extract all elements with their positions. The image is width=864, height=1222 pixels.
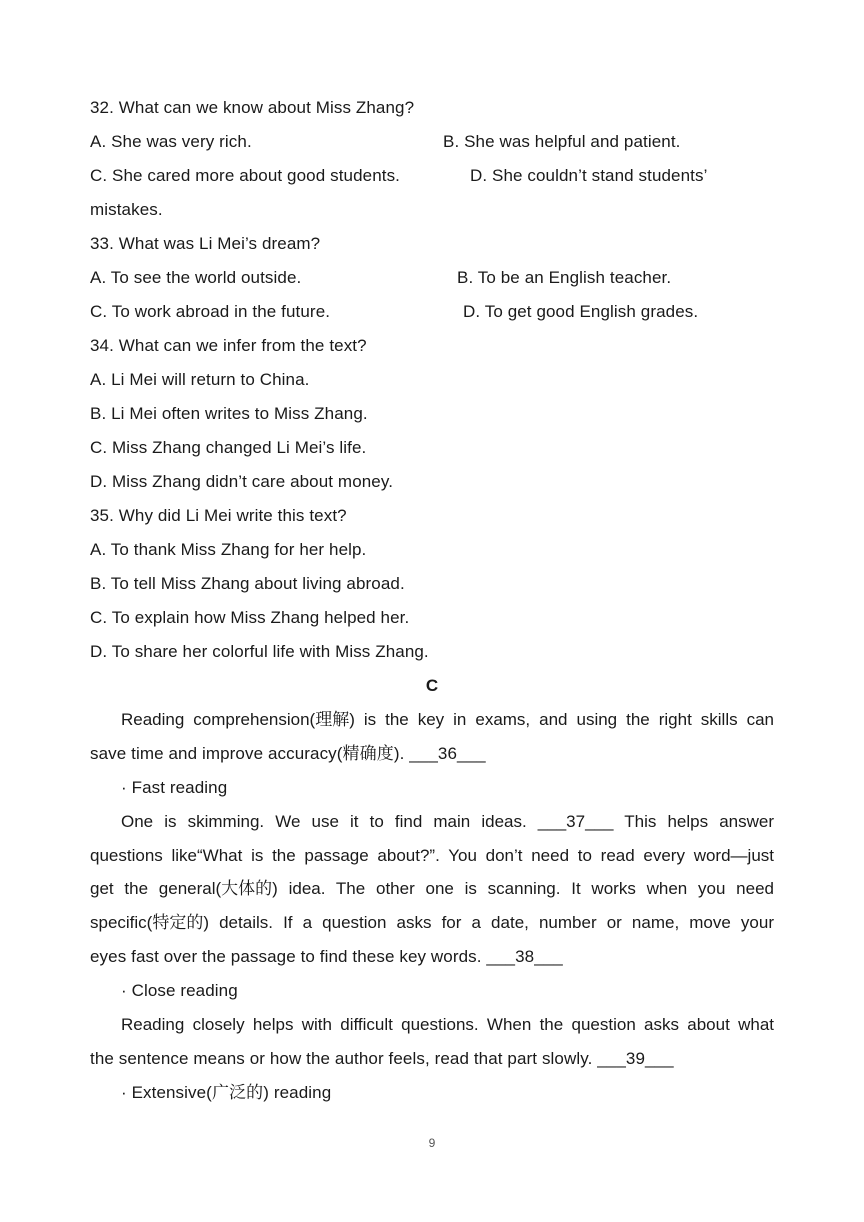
question-34-option-a: A. Li Mei will return to China. — [90, 370, 310, 389]
question-32-option-d: D. She couldn’t stand students’ — [470, 166, 708, 185]
paragraph-3-line-1: Reading closely helps with difficult questions. When the question asks about what — [121, 1015, 774, 1034]
question-32-option-a: A. She was very rich. — [90, 132, 252, 151]
question-33-option-b: B. To be an English teacher. — [457, 268, 672, 287]
paragraph-1-line-2: save time and improve accuracy(精确度). ___36___ — [90, 744, 486, 763]
question-34-option-b: B. Li Mei often writes to Miss Zhang. — [90, 404, 368, 423]
page-number: 9 — [428, 1136, 436, 1150]
paragraph-2-line-5: eyes fast over the passage to find these key words. ___38___ — [90, 947, 563, 966]
question-35-option-d: D. To share her colorful life with Miss Zhang. — [90, 642, 429, 661]
question-33-option-d: D. To get good English grades. — [463, 302, 699, 321]
section-c-heading: C — [425, 676, 439, 695]
question-34-stem: 34. What can we infer from the text? — [90, 336, 367, 355]
question-33-stem: 33. What was Li Mei’s dream? — [90, 234, 321, 253]
paragraph-2-line-4: specific(特定的) details. If a question asks for a date, number or name, move your — [90, 913, 774, 932]
question-34-option-d: D. Miss Zhang didn’t care about money. — [90, 472, 394, 491]
subheading-close-reading: · Close reading — [121, 981, 238, 1000]
paragraph-3-line-2: the sentence means or how the author feels, read that part slowly. ___39___ — [90, 1049, 674, 1068]
question-32-option-d-continued: mistakes. — [90, 200, 163, 219]
question-33-option-c: C. To work abroad in the future. — [90, 302, 331, 321]
question-32-stem: 32. What can we know about Miss Zhang? — [90, 98, 415, 117]
paragraph-1-line-1: Reading comprehension(理解) is the key in exams, and using the right skills can — [121, 710, 774, 729]
question-35-option-b: B. To tell Miss Zhang about living abroad. — [90, 574, 405, 593]
question-32-option-b: B. She was helpful and patient. — [443, 132, 681, 151]
question-35-option-c: C. To explain how Miss Zhang helped her. — [90, 608, 410, 627]
question-35-option-a: A. To thank Miss Zhang for her help. — [90, 540, 367, 559]
question-32-option-c: C. She cared more about good students. — [90, 166, 400, 185]
question-35-stem: 35. Why did Li Mei write this text? — [90, 506, 347, 525]
paragraph-2-line-3: get the general(大体的) idea. The other one is scanning. It works when you need — [90, 879, 774, 898]
subheading-fast-reading: · Fast reading — [121, 778, 228, 797]
paragraph-2-line-1: One is skimming. We use it to find main ideas. ___37___ This helps answer — [121, 812, 774, 831]
question-33-option-a: A. To see the world outside. — [90, 268, 302, 287]
question-34-option-c: C. Miss Zhang changed Li Mei’s life. — [90, 438, 367, 457]
paragraph-2-line-2: questions like“What is the passage about?”. You don’t need to read every word—just — [90, 846, 774, 865]
subheading-extensive-reading: · Extensive(广泛的) reading — [121, 1083, 332, 1102]
